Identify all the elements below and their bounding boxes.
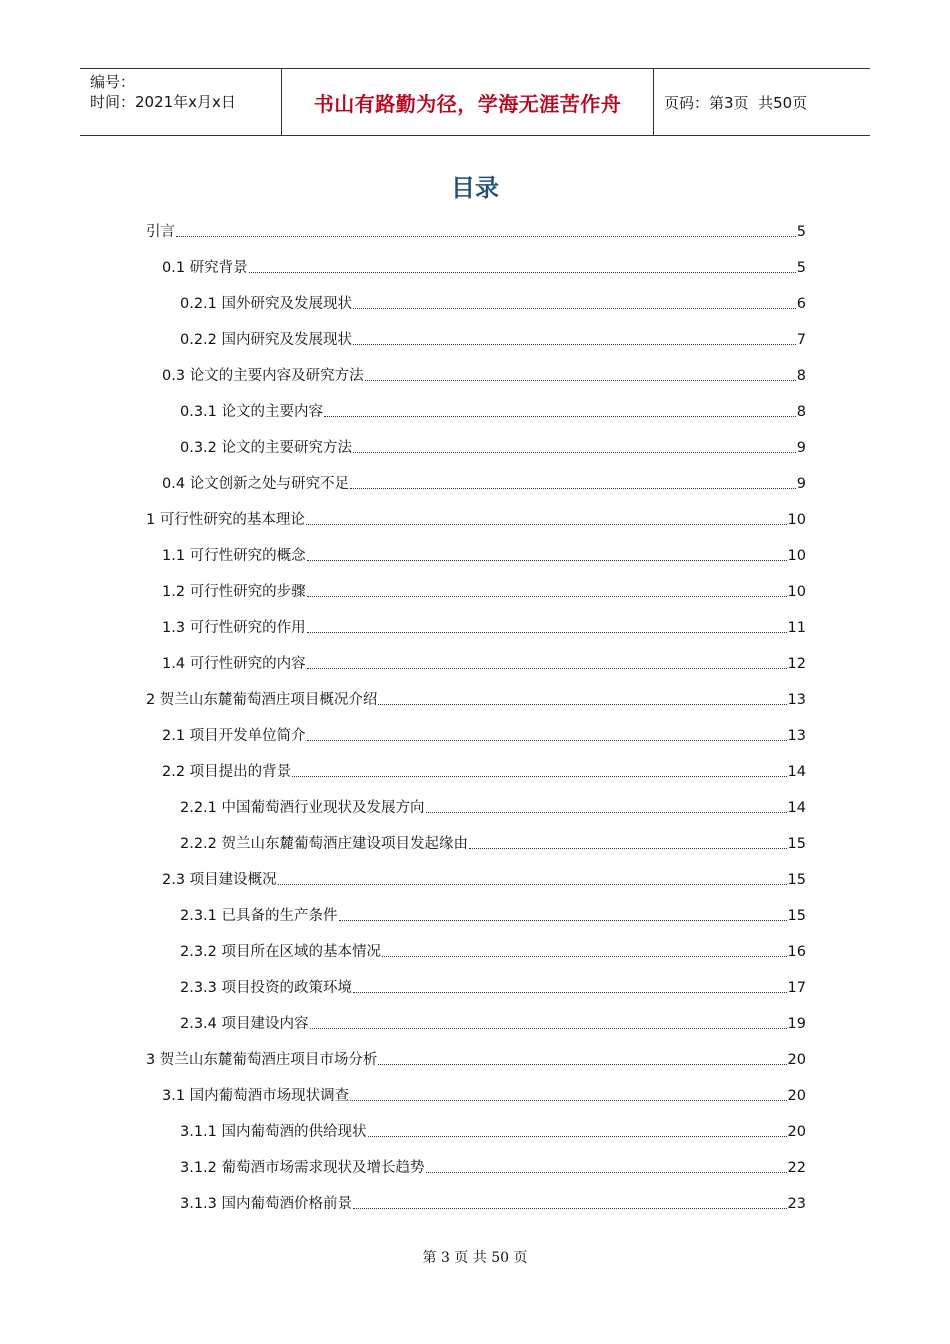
toc-entry-page: 5 [796,260,806,276]
toc-entry-page: 10 [787,584,806,600]
toc-leader-dots [368,1136,787,1137]
toc-entry-text: 1.1 可行性研究的概念 [162,548,306,564]
toc-entry-page: 9 [796,440,806,456]
toc-entry-page: 7 [796,332,806,348]
toc-entry[interactable] [162,748,950,784]
toc-entry[interactable] [180,892,950,928]
toc-entry-page: 9 [796,476,806,492]
toc-entry[interactable] [162,460,950,496]
toc-entry[interactable] [162,532,950,568]
toc-leader-dots [307,596,787,597]
toc-leader-dots [353,344,796,345]
toc-entry-text: 0.3 论文的主要内容及研究方法 [162,368,364,384]
toc-entry-text: 1 可行性研究的基本理论 [146,512,305,528]
toc-entry[interactable] [162,1072,950,1108]
toc-leader-dots [292,776,786,777]
table-of-contents [0,208,950,1216]
toc-entry-text: 2 贺兰山东麓葡萄酒庄项目概况介绍 [146,692,378,708]
toc-entry[interactable] [180,1144,950,1180]
toc-entry[interactable] [180,1000,950,1036]
toc-entry-text: 3.1.2 葡萄酒市场需求现状及增长趋势 [180,1160,425,1176]
toc-entry-text: 2.1 项目开发单位简介 [162,728,306,744]
toc-entry[interactable] [162,244,950,280]
toc-entry-text: 2.2.2 贺兰山东麓葡萄酒庄建设项目发起缘由 [180,836,469,852]
toc-entry-page: 23 [787,1196,806,1212]
toc-entry[interactable] [180,424,950,460]
toc-entry[interactable] [162,352,950,388]
toc-entry[interactable] [162,604,950,640]
toc-entry[interactable] [180,280,950,316]
toc-entry-page: 15 [787,908,806,924]
toc-entry-page: 19 [787,1016,806,1032]
toc-entry-page: 14 [787,764,806,780]
toc-entry-page: 20 [787,1052,806,1068]
toc-leader-dots [278,884,787,885]
toc-entry-text: 2.3.2 项目所在区域的基本情况 [180,944,382,960]
time-label: 时间：2021年x月x日 [90,93,236,111]
toc-entry[interactable] [146,676,950,712]
toc-entry-page: 13 [787,692,806,708]
toc-title: 目录 [451,174,499,202]
toc-entry-page: 20 [787,1088,806,1104]
toc-entry-page: 6 [796,296,806,312]
toc-leader-dots [353,1208,787,1209]
toc-leader-dots [469,848,787,849]
toc-leader-dots [353,992,787,993]
toc-entry-page: 12 [787,656,806,672]
toc-entry-text: 0.1 研究背景 [162,260,248,276]
toc-entry-page: 5 [796,224,806,240]
toc-entry-page: 20 [787,1124,806,1140]
toc-leader-dots [339,920,787,921]
toc-entry[interactable] [180,1180,950,1216]
toc-leader-dots [249,272,796,273]
toc-leader-dots [378,704,786,705]
page-footer: 第 3 页 共 50 页 [422,1250,528,1266]
toc-leader-dots [365,380,796,381]
toc-entry-page: 15 [787,836,806,852]
toc-entry-text: 1.2 可行性研究的步骤 [162,584,306,600]
toc-entry[interactable] [162,568,950,604]
toc-entry[interactable] [162,856,950,892]
toc-entry[interactable] [180,316,950,352]
toc-entry-text: 1.4 可行性研究的内容 [162,656,306,672]
toc-entry-text: 0.4 论文创新之处与研究不足 [162,476,350,492]
toc-leader-dots [378,1064,786,1065]
toc-entry[interactable] [180,820,950,856]
toc-entry-page: 17 [787,980,806,996]
toc-entry-text: 0.3.2 论文的主要研究方法 [180,440,353,456]
toc-entry-page: 11 [787,620,806,636]
toc-entry-text: 2.3.4 项目建设内容 [180,1016,309,1032]
toc-entry-text: 3.1.1 国内葡萄酒的供给现状 [180,1124,367,1140]
toc-entry-text: 3.1 国内葡萄酒市场现状调查 [162,1088,350,1104]
toc-entry-page: 22 [787,1160,806,1176]
toc-leader-dots [426,1172,787,1173]
toc-leader-dots [307,668,787,669]
toc-entry[interactable] [162,640,950,676]
toc-leader-dots [353,452,796,453]
toc-leader-dots [350,488,796,489]
toc-entry[interactable] [146,1036,950,1072]
toc-leader-dots [307,560,787,561]
number-label: 编号： [90,73,136,91]
toc-entry-text: 2.3.1 已具备的生产条件 [180,908,338,924]
toc-leader-dots [353,308,796,309]
toc-entry-text: 0.2.1 国外研究及发展现状 [180,296,353,312]
toc-entry-page: 13 [787,728,806,744]
toc-leader-dots [382,956,787,957]
toc-entry[interactable] [180,784,950,820]
toc-entry-text: 引言 [146,224,175,240]
toc-entry[interactable] [180,964,950,1000]
toc-entry[interactable] [180,1108,950,1144]
toc-entry-page: 15 [787,872,806,888]
page-header [80,68,870,136]
toc-entry-text: 3 贺兰山东麓葡萄酒庄项目市场分析 [146,1052,378,1068]
toc-entry-text: 3.1.3 国内葡萄酒价格前景 [180,1196,353,1212]
toc-entry[interactable] [180,928,950,964]
toc-entry-text: 2.3.3 项目投资的政策环境 [180,980,353,996]
toc-entry-text: 1.3 可行性研究的作用 [162,620,306,636]
toc-entry-page: 8 [796,368,806,384]
toc-entry-text: 2.2 项目提出的背景 [162,764,292,780]
toc-entry-page: 8 [796,404,806,420]
header-page-info: 页码：第3页 共50页 [664,93,808,112]
toc-leader-dots [306,524,787,525]
toc-entry-page: 10 [787,548,806,564]
toc-entry-text: 0.3.1 论文的主要内容 [180,404,324,420]
toc-leader-dots [350,1100,786,1101]
header-meta [80,69,282,135]
toc-leader-dots [176,236,796,237]
toc-entry-text: 2.3 项目建设概况 [162,872,277,888]
toc-entry-page: 14 [787,800,806,816]
toc-entry[interactable] [146,496,950,532]
toc-entry[interactable] [162,712,950,748]
toc-entry-text: 0.2.2 国内研究及发展现状 [180,332,353,348]
toc-entry[interactable] [146,208,950,244]
toc-leader-dots [426,812,787,813]
toc-leader-dots [307,740,787,741]
toc-entry-page: 10 [787,512,806,528]
toc-entry-text: 2.2.1 中国葡萄酒行业现状及发展方向 [180,800,425,816]
toc-leader-dots [324,416,796,417]
header-motto: 书山有路勤为径，学海无涯苦作舟 [282,69,654,135]
toc-entry-page: 16 [787,944,806,960]
toc-entry[interactable] [180,388,950,424]
toc-leader-dots [310,1028,787,1029]
toc-leader-dots [307,632,787,633]
